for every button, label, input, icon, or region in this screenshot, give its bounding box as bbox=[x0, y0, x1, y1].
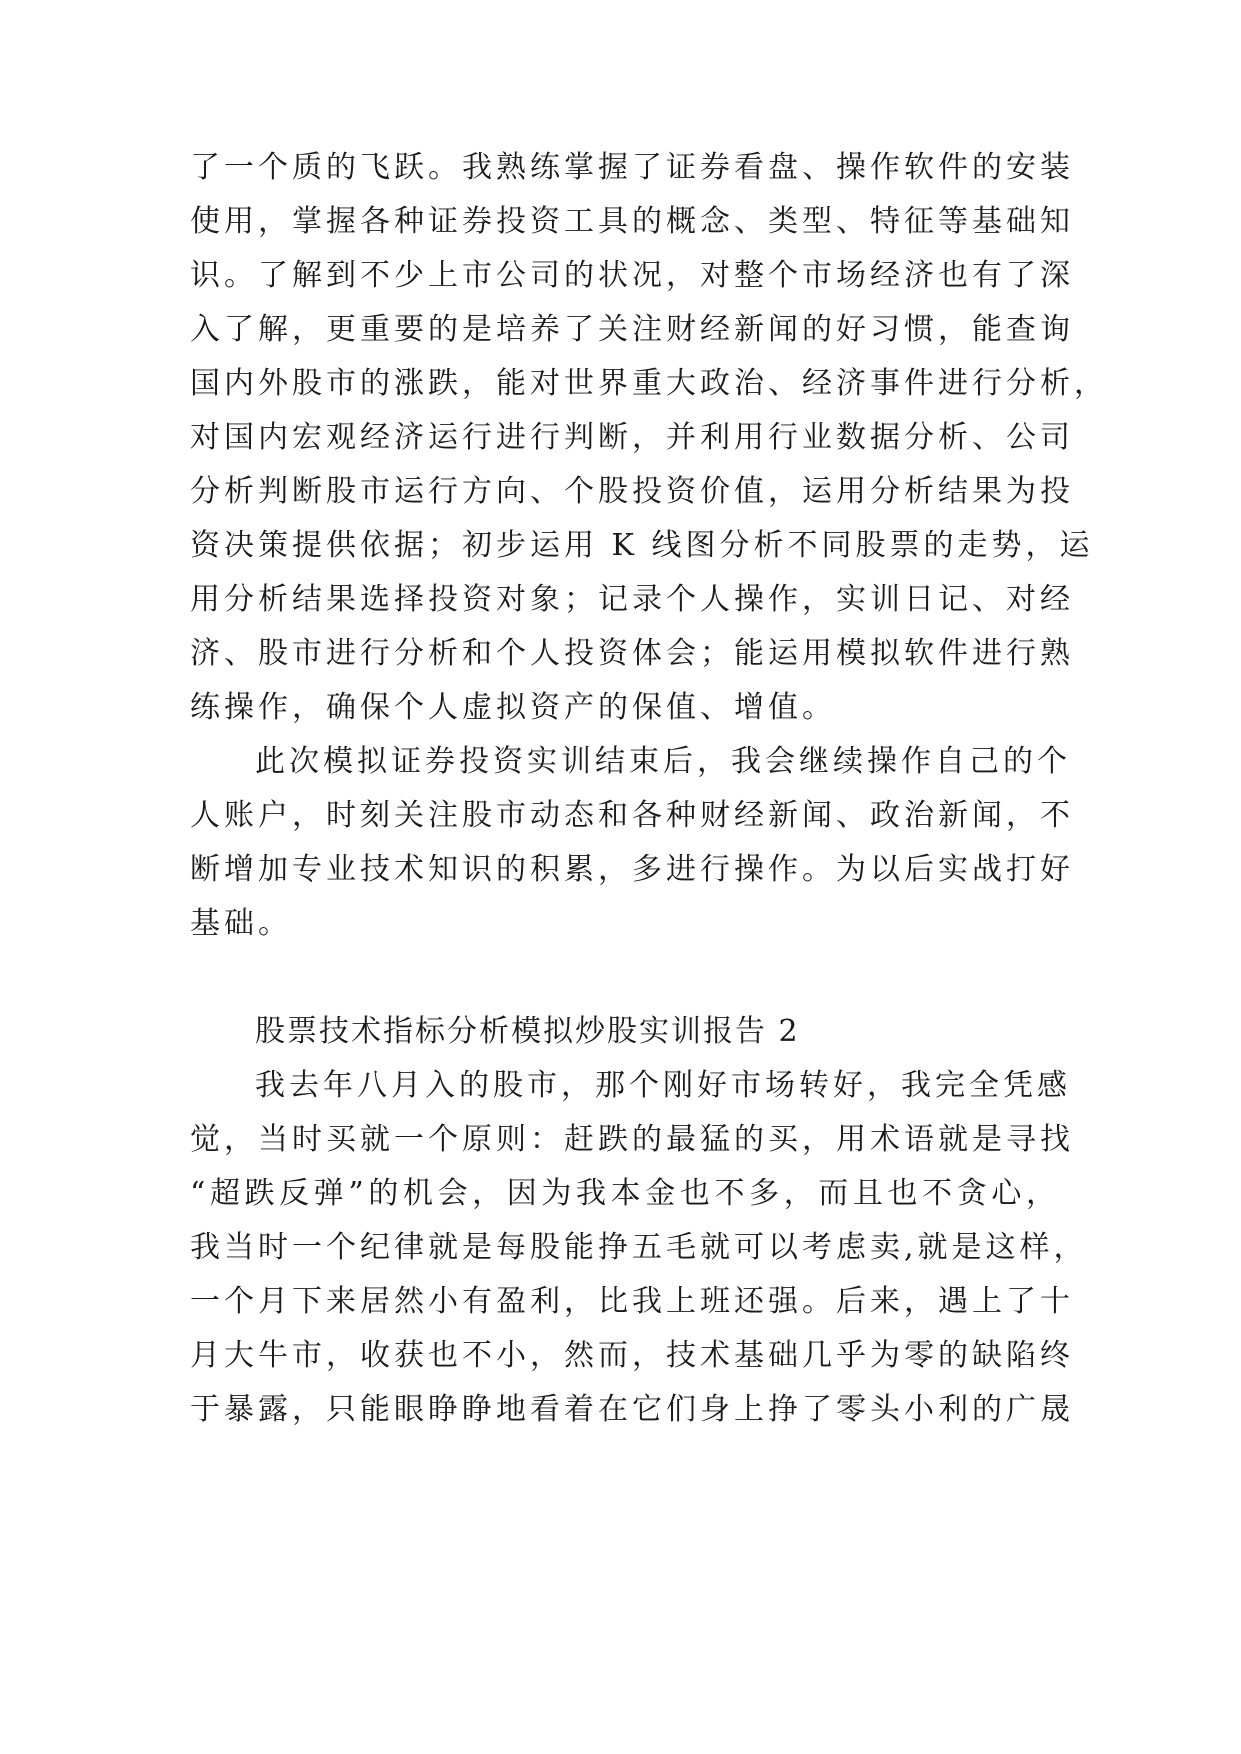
text-line: 我去年八月入的股市，那个刚好市场转好，我完全凭感 bbox=[255, 1068, 1071, 1103]
text-line: “超跌反弹”的机会，因为我本金也不多，而且也不贪心， bbox=[190, 1176, 1060, 1211]
text-line: 月大牛市，收获也不小，然而，技术基础几乎为零的缺陷终 bbox=[190, 1338, 1074, 1373]
text-line: 断增加专业技术知识的积累，多进行操作。为以后实战打好 bbox=[190, 852, 1074, 887]
text-line: 对国内宏观经济运行进行判断，并利用行业数据分析、公司 bbox=[190, 420, 1074, 455]
text-line: 基础。 bbox=[190, 906, 292, 941]
text-line: 资决策提供依据；初步运用 K 线图分析不同股票的走势，运 bbox=[190, 528, 1094, 563]
text-line: 使用，掌握各种证券投资工具的概念、类型、特征等基础知 bbox=[190, 204, 1074, 239]
text-line: 识。了解到不少上市公司的状况，对整个市场经济也有了深 bbox=[190, 258, 1074, 293]
text-line: 觉，当时买就一个原则：赶跌的最猛的买，用术语就是寻找 bbox=[190, 1122, 1074, 1157]
text-line: 济、股市进行分析和个人投资体会；能运用模拟软件进行熟 bbox=[190, 636, 1074, 671]
text-line: 人账户，时刻关注股市动态和各种财经新闻、政治新闻，不 bbox=[190, 798, 1074, 833]
text-line: 入了解，更重要的是培养了关注财经新闻的好习惯，能查询 bbox=[190, 312, 1074, 347]
text-line: 用分析结果选择投资对象；记录个人操作，实训日记、对经 bbox=[190, 582, 1074, 617]
text-line: 练操作，确保个人虚拟资产的保值、增值。 bbox=[190, 690, 836, 725]
section-heading: 股票技术指标分析模拟炒股实训报告 2 bbox=[255, 1014, 800, 1049]
text-line: 国内外股市的涨跌，能对世界重大政治、经济事件进行分析， bbox=[190, 366, 1108, 401]
text-line: 此次模拟证券投资实训结束后，我会继续操作自己的个 bbox=[255, 744, 1071, 779]
text-line: 分析判断股市运行方向、个股投资价值，运用分析结果为投 bbox=[190, 474, 1074, 509]
text-line: 于暴露，只能眼睁睁地看着在它们身上挣了零头小利的广晟 bbox=[190, 1392, 1074, 1427]
text-line: 我当时一个纪律就是每股能挣五毛就可以考虑卖,就是这样， bbox=[190, 1230, 1088, 1265]
text-line: 一个月下来居然小有盈利，比我上班还强。后来，遇上了十 bbox=[190, 1284, 1074, 1319]
text-line: 了一个质的飞跃。我熟练掌握了证券看盘、操作软件的安装 bbox=[190, 150, 1074, 185]
